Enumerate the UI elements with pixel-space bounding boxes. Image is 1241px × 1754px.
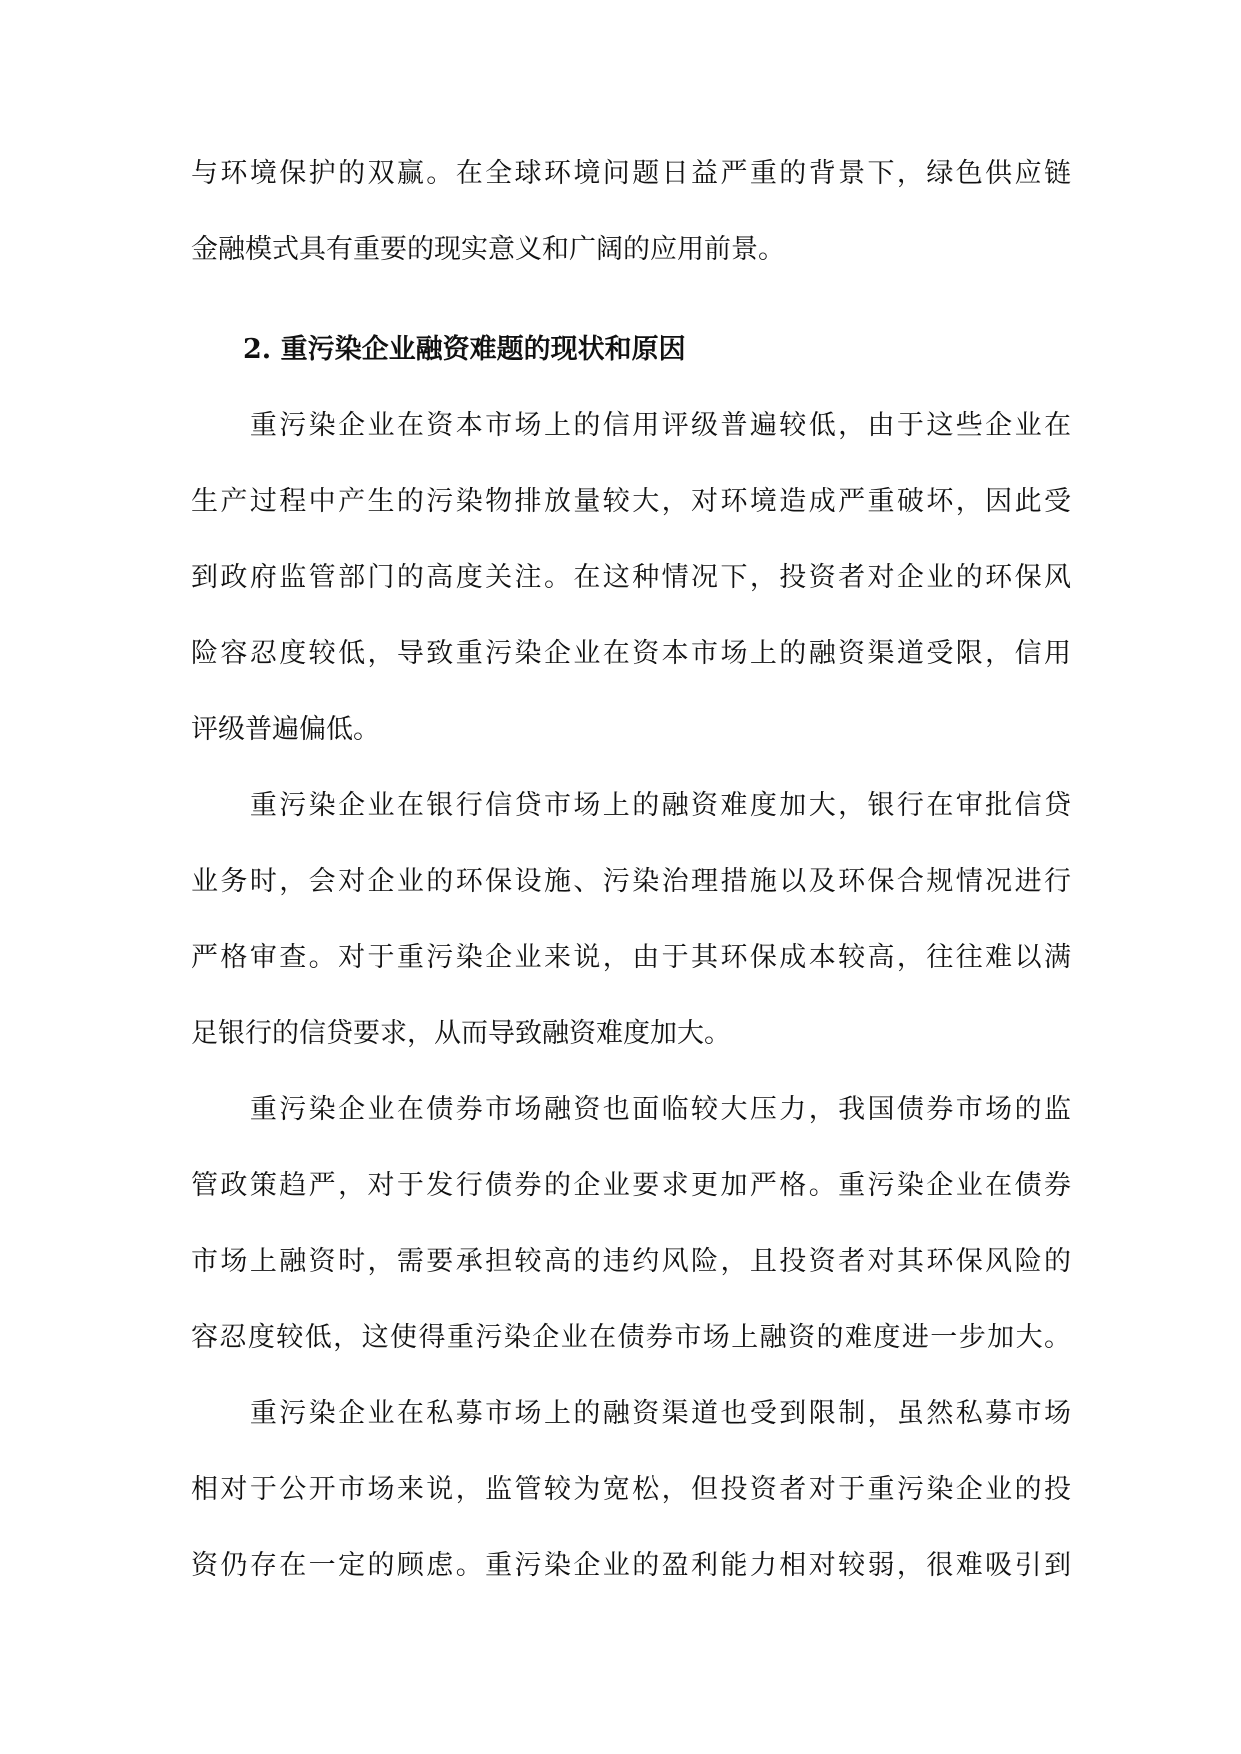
text-line: 相对于公开市场来说，监管较为宽松，但投资者对于重污染企业的投 xyxy=(191,1474,1071,1505)
paragraph-private-market xyxy=(191,1388,1071,1616)
section-heading: 2. 重污染企业融资难题的现状和原因 xyxy=(243,334,686,365)
text-line: 重污染企业在银行信贷市场上的融资难度加大，银行在审批信贷 xyxy=(191,790,1071,821)
page-body xyxy=(191,148,1071,1616)
spacer xyxy=(191,300,1071,324)
text-line: 与环境保护的双赢。在全球环境问题日益严重的背景下，绿色供应链 xyxy=(191,158,1071,189)
text-line: 评级普遍偏低。 xyxy=(191,714,380,745)
text-line: 严格审查。对于重污染企业来说，由于其环保成本较高，往往难以满 xyxy=(191,942,1071,973)
text-line: 容忍度较低，这使得重污染企业在债券市场上融资的难度进一步加大。 xyxy=(191,1322,1071,1353)
text-line: 业务时，会对企业的环保设施、污染治理措施以及环保合规情况进行 xyxy=(191,866,1071,897)
text-line: 重污染企业在资本市场上的信用评级普遍较低，由于这些企业在 xyxy=(191,410,1071,441)
text-line: 资仍存在一定的顾虑。重污染企业的盈利能力相对较弱，很难吸引到 xyxy=(191,1550,1071,1581)
text-line: 足银行的信贷要求，从而导致融资难度加大。 xyxy=(191,1018,731,1049)
paragraph-bond-market xyxy=(191,1084,1071,1388)
text-line: 险容忍度较低，导致重污染企业在资本市场上的融资渠道受限，信用 xyxy=(191,638,1071,669)
paragraph-credit-rating xyxy=(191,400,1071,780)
text-line: 重污染企业在债券市场融资也面临较大压力，我国债券市场的监 xyxy=(191,1094,1071,1125)
paragraph-continued xyxy=(191,148,1071,300)
paragraph-bank-credit xyxy=(191,780,1071,1084)
text-line: 金融模式具有重要的现实意义和广阔的应用前景。 xyxy=(191,234,785,265)
text-line: 市场上融资时，需要承担较高的违约风险，且投资者对其环保风险的 xyxy=(191,1246,1071,1277)
text-line: 管政策趋严，对于发行债券的企业要求更加严格。重污染企业在债券 xyxy=(191,1170,1071,1201)
text-line: 到政府监管部门的高度关注。在这种情况下，投资者对企业的环保风 xyxy=(191,562,1071,593)
text-line: 生产过程中产生的污染物排放量较大，对环境造成严重破坏，因此受 xyxy=(191,486,1071,517)
text-line: 重污染企业在私募市场上的融资渠道也受到限制，虽然私募市场 xyxy=(191,1398,1071,1429)
